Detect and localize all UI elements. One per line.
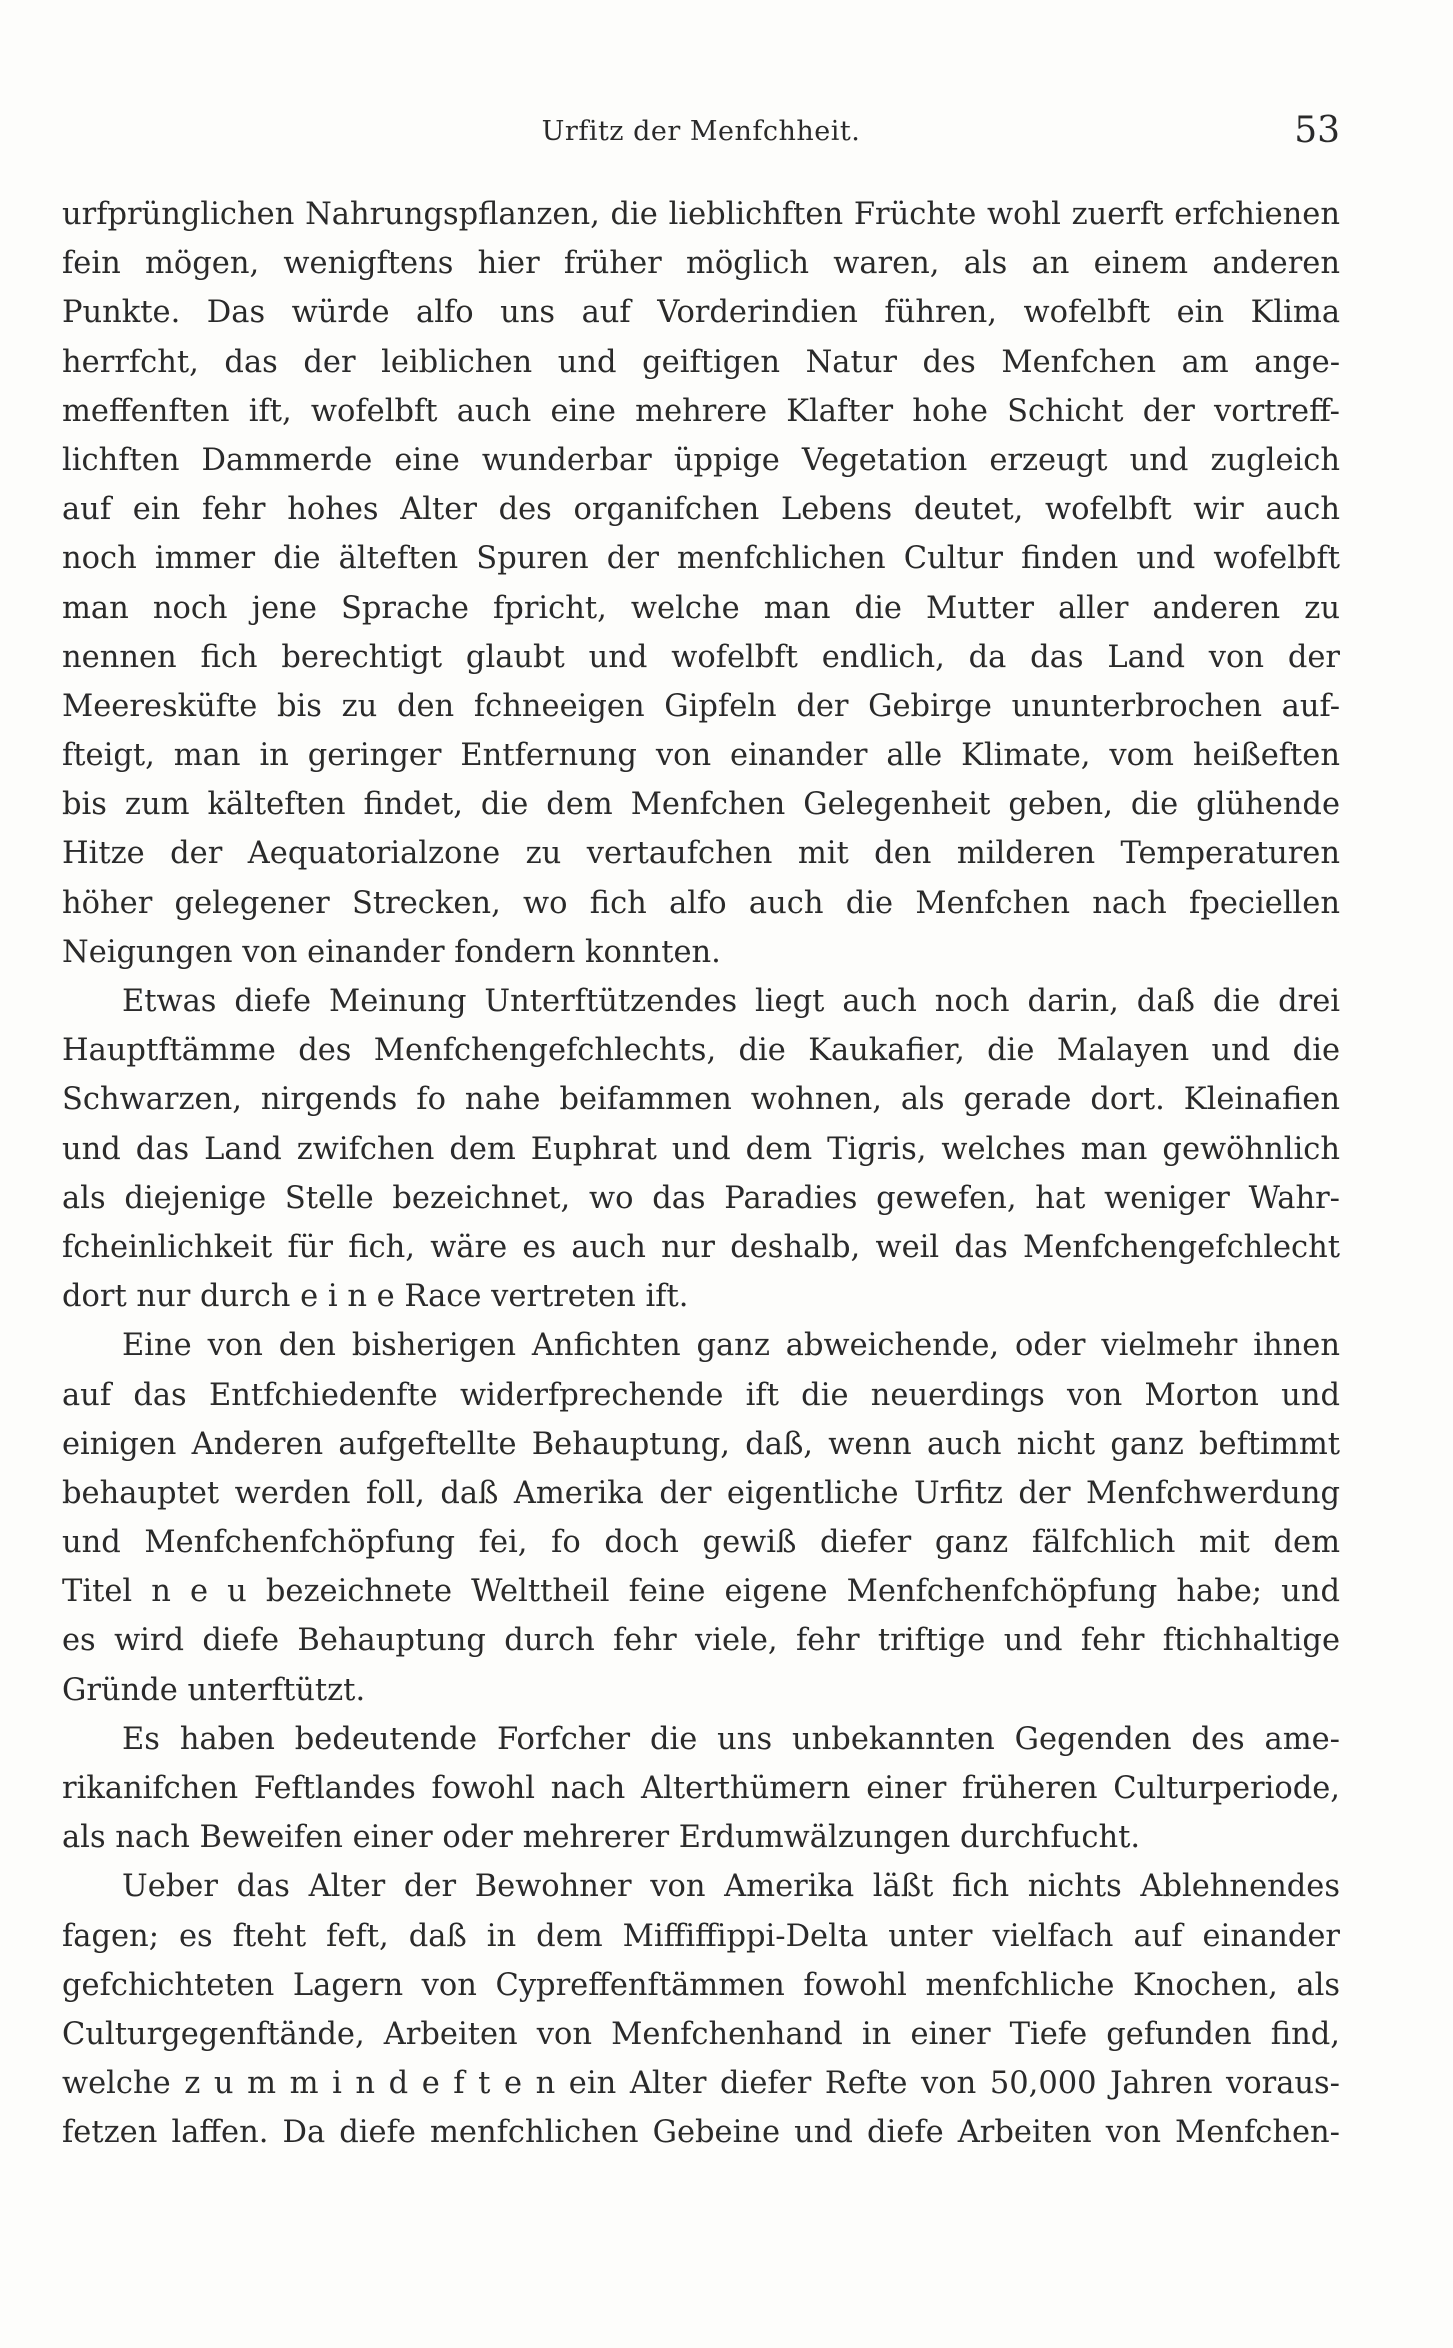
text-line: und Menfchenfchöpfung fei, fo doch gewiß diefer ganz fälfchlich mit dem (62, 1525, 1340, 1561)
text-line: Hitze der Aequatorialzone zu vertaufchen mit den milderen Temperaturen (62, 836, 1340, 872)
text-line: urfprünglichen Nahrungspflanzen, die lieblichften Früchte wohl zuerft erfchienen (62, 197, 1340, 232)
text-line: als diejenige Stelle bezeichnet, wo das Paradies gewefen, hat weniger Wahr- (62, 1180, 1340, 1216)
text-line: als nach Beweifen einer oder mehrerer Erdumwälzungen durchfucht. (62, 1820, 1141, 1856)
text-line: auf das Entfchiedenfte widerfprechende ift die neuerdings von Morton und (62, 1377, 1340, 1413)
text-line: behauptet werden foll, daß Amerika der eigentliche Urfitz der Menfchwerdung (62, 1475, 1340, 1511)
text-line: und das Land zwifchen dem Euphrat und dem Tigris, welches man gewöhnlich (62, 1131, 1340, 1167)
text-line: welche z u m m i n d e f t e n ein Alter diefer Refte von 50,000 Jahren voraus- (62, 2066, 1340, 2102)
text-line: fteigt, man in geringer Entfernung von einander alle Klimate, vom heißeften (62, 738, 1340, 774)
text-line: Eine von den bisherigen Anfichten ganz abweichende, oder vielmehr ihnen (122, 1328, 1340, 1364)
text-line: Hauptftämme des Menfchengefchlechts, die Kaukafier, die Malayen und die (62, 1033, 1340, 1069)
text-line: Neigungen von einander fondern konnten. (62, 934, 721, 970)
page-header (62, 108, 1340, 158)
text-line: Ueber das Alter der Bewohner von Amerika läßt fich nichts Ablehnendes (122, 1869, 1340, 1905)
text-line: herrfcht, das der leiblichen und geiftigen Natur des Menfchen am ange- (62, 344, 1340, 380)
text-line: dort nur durch e i n e Race vertreten ift. (62, 1279, 689, 1315)
text-line: noch immer die älteften Spuren der menfchlichen Cultur finden und wofelbft (62, 541, 1340, 577)
text-line: man noch jene Sprache fpricht, welche man die Mutter aller anderen zu (62, 590, 1340, 626)
page-number: 53 (1294, 110, 1340, 151)
text-line: höher gelegener Strecken, wo fich alfo auch die Menfchen nach fpeciellen (62, 885, 1340, 921)
text-line: Schwarzen, nirgends fo nahe beifammen wohnen, als gerade dort. Kleinafien (62, 1082, 1340, 1118)
text-line: einigen Anderen aufgeftellte Behauptung, daß, wenn auch nicht ganz beftimmt (62, 1426, 1340, 1462)
text-line: Etwas diefe Meinung Unterftützendes liegt auch noch darin, daß die drei (122, 984, 1340, 1019)
text-line: meffenften ift, wofelbft auch eine mehrere Klafter hohe Schicht der vortreff- (62, 393, 1340, 429)
text-line: fetzen laffen. Da diefe menfchlichen Gebeine und diefe Arbeiten von Menfchen- (62, 2115, 1340, 2151)
text-line: Culturgegenftände, Arbeiten von Menfchenhand in einer Tiefe gefunden find, (62, 2016, 1340, 2052)
body-text (62, 190, 1340, 2158)
text-line: Es haben bedeutende Forfcher die uns unbekannten Gegenden des ame- (122, 1721, 1340, 1757)
text-line: Gründe unterftützt. (62, 1672, 366, 1708)
text-line: rikanifchen Feftlandes fowohl nach Alterthümern einer früheren Culturperiode, (62, 1771, 1340, 1806)
text-line: fcheinlichkeit für fich, wäre es auch nur deshalb, weil das Menfchengefchlecht (62, 1229, 1340, 1265)
text-line: fagen; es fteht feft, daß in dem Miffiffippi-Delta unter vielfach auf einander (62, 1918, 1340, 1954)
text-line: Titel n e u bezeichnete Welttheil feine eigene Menfchenfchöpfung habe; und (62, 1574, 1340, 1610)
text-line: Punkte. Das würde alfo uns auf Vorderindien führen, wofelbft ein Klima (62, 295, 1340, 331)
text-line: nennen fich berechtigt glaubt und wofelbft endlich, da das Land von der (62, 639, 1340, 675)
text-line: bis zum kälteften findet, die dem Menfchen Gelegenheit geben, die glühende (62, 787, 1340, 823)
text-line: fein mögen, wenigftens hier früher möglich waren, als an einem anderen (62, 246, 1340, 282)
running-title: Urfitz der Menfchheit. (541, 116, 861, 147)
text-line: lichften Dammerde eine wunderbar üppige Vegetation erzeugt und zugleich (62, 442, 1340, 478)
text-line: gefchichteten Lagern von Cypreffenftämmen fowohl menfchliche Knochen, als (62, 1967, 1340, 2003)
text-line: auf ein fehr hohes Alter des organifchen Lebens deutet, wofelbft wir auch (62, 492, 1340, 528)
text-line: Meeresküfte bis zu den fchneeigen Gipfeln der Gebirge ununterbrochen auf- (62, 688, 1340, 724)
text-line: es wird diefe Behauptung durch fehr viele, fehr triftige und fehr ftichhaltige (62, 1623, 1340, 1659)
